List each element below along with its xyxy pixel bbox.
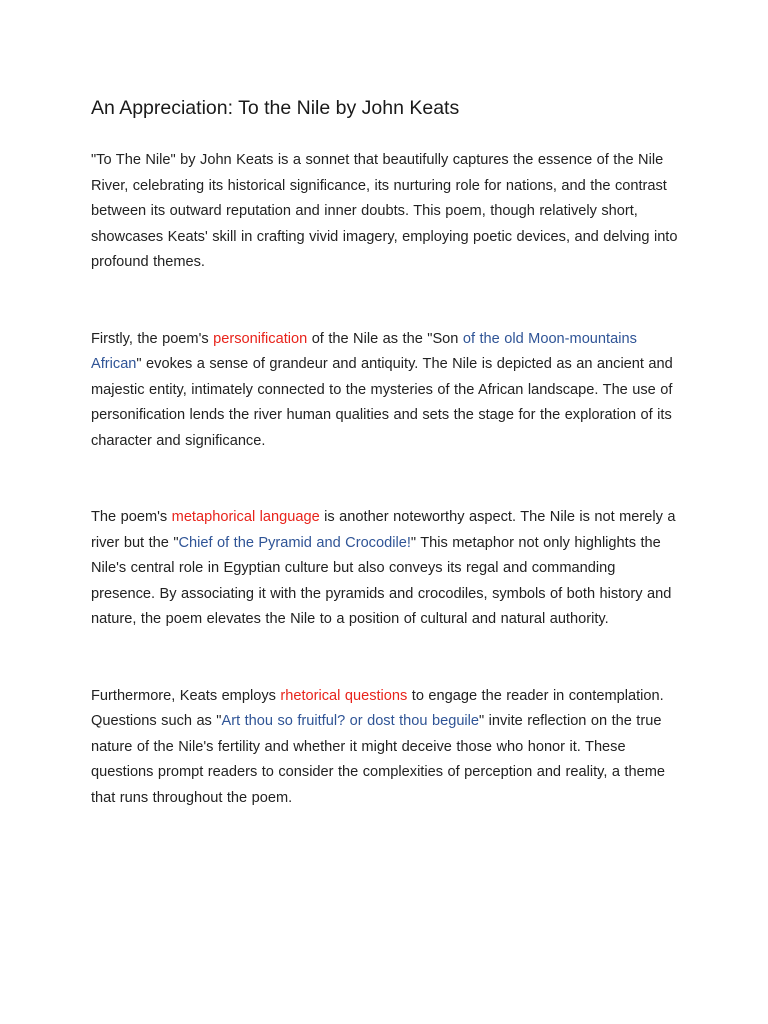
paragraph-text: "To The Nile" by John Keats is a sonnet that beautifully captures the essence of the Nile River, celebrating its historical significance, its nurturing role for nations, and the contrast between its outward reputation and inner doubts. This poem, though relatively short, showcases Keats' skill in crafting vivid imagery, employing poetic devices, and delving into profound themes.	[91, 152, 678, 270]
document-page	[91, 96, 681, 811]
quotation-fruitful-beguile: Art thou so fruitful? or dost thou beguile	[221, 713, 480, 729]
highlight-term-rhetorical-questions: rhetorical questions	[280, 687, 408, 704]
quotation-pyramid-crocodile: Chief of the Pyramid and Crocodile!	[178, 534, 411, 551]
paragraph-text: The poem's	[91, 509, 172, 525]
paragraph-text: is another noteworthy aspect. The Nile is not merely a river but the "	[91, 509, 676, 551]
highlight-term-metaphorical-language: metaphorical language	[171, 509, 320, 525]
document-title: An Appreciation: To the Nile by John Keats	[91, 97, 460, 119]
paragraph-text: " This metaphor not only highlights the Nile's central role in Egyptian culture but also conveys its regal and commanding presence. By associating it with the pyramids and crocodiles, symbols of both history and nature, the poem elevates the Nile to a position of cultural and natural authority.	[91, 534, 672, 627]
paragraph-text: Furthermore, Keats employs	[91, 687, 281, 704]
paragraph-text: " evokes a sense of grandeur and antiquity. The Nile is depicted as an ancient and majestic entity, intimately connected to the mysteries of the African landscape. The use of personification lends the river human qualities and sets the stage for the exploration of its character and significance.	[91, 356, 673, 449]
paragraph-text: " invite reflection on the true nature of the Nile's fertility and whether it might deceive those who honor it. These questions prompt readers to consider the complexities of perception and reality, a theme that runs throughout the poem.	[91, 713, 665, 806]
paragraph-text: Firstly, the poem's	[91, 330, 214, 347]
paragraph-intro	[91, 148, 681, 276]
paragraph-text: of the Nile as the "Son	[307, 330, 463, 347]
paragraph-text: to engage the reader in contemplation. Questions such as "	[91, 687, 664, 729]
highlight-term-personification: personification	[213, 330, 308, 347]
paragraph-metaphor	[91, 505, 681, 633]
quotation-moon-mountains: of the old Moon-mountains African	[91, 330, 637, 372]
paragraph-personification	[91, 327, 681, 455]
paragraph-rhetorical-questions	[91, 684, 681, 812]
